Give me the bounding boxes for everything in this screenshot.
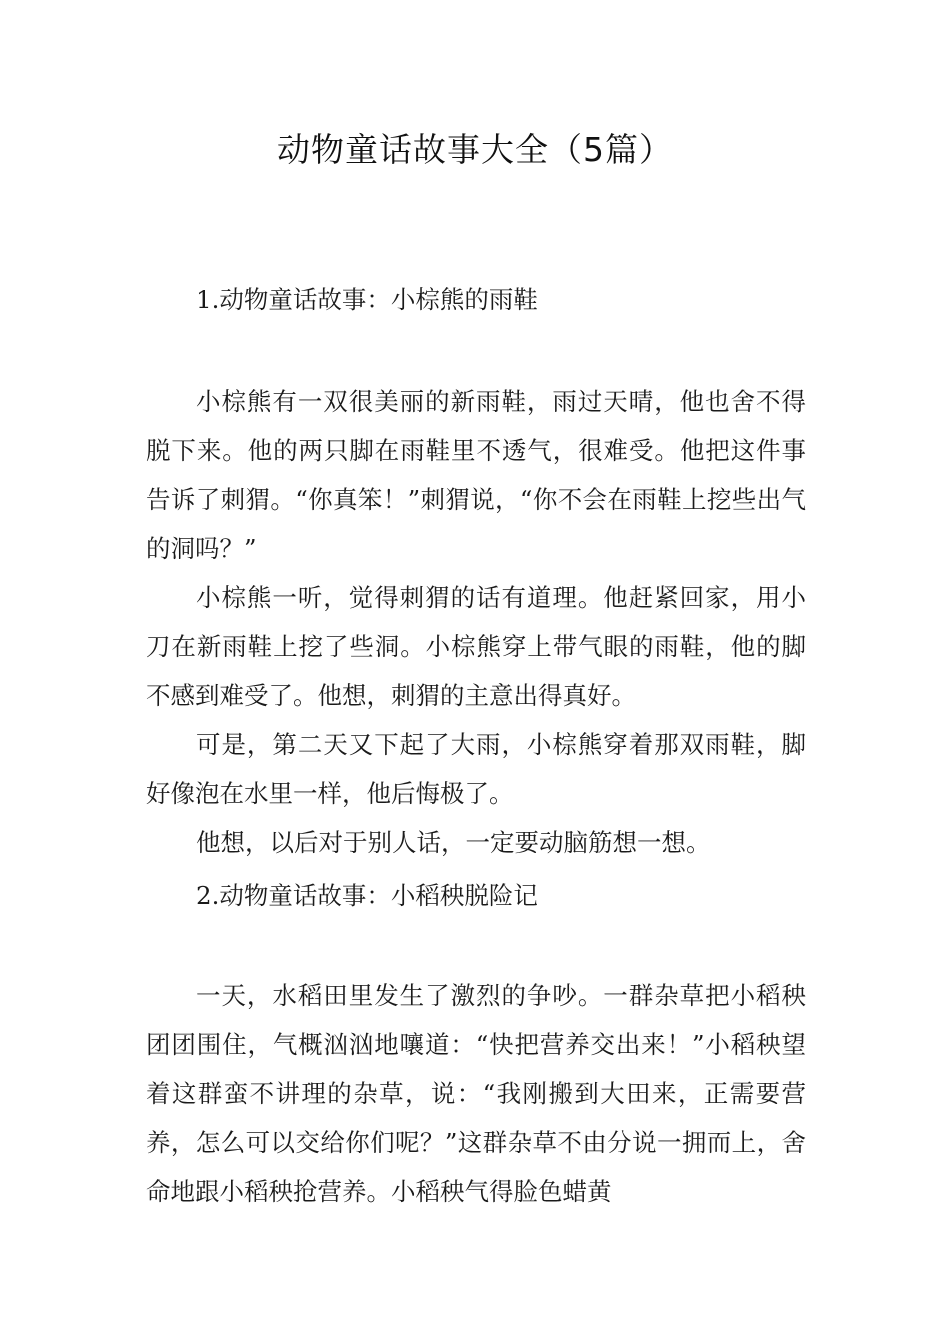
section-heading-2: 2.动物童话故事：小稻秧脱险记 [196,881,538,910]
paragraph: 小棕熊一听，觉得刺猬的话有道理。他赶紧回家，用小刀在新雨鞋上挖了些洞。小棕熊穿上带气眼的雨鞋，他的脚不感到难受了。他想，刺猬的主意出得真好。 [146,583,806,710]
paragraph: 可是，第二天又下起了大雨，小棕熊穿着那双雨鞋，脚好像泡在水里一样，他后悔极了。 [146,730,806,808]
section-heading-1: 1.动物童话故事：小棕熊的雨鞋 [196,285,538,314]
paragraph: 一天，水稻田里发生了激烈的争吵。一群杂草把小稻秧团团围住，气概汹汹地嚷道：“快把营养交出来！”小稻秧望着这群蛮不讲理的杂草，说：“我刚搬到大田来，正需要营养，怎么可以交给你们呢？”这群杂草不由分说一拥而上，舍命地跟小稻秧抢营养。小稻秧气得脸色蜡黄 [146,981,806,1206]
section-body-2 [146,971,806,1216]
section-body-1 [146,377,806,867]
paragraph: 小棕熊有一双很美丽的新雨鞋，雨过天晴，他也舍不得脱下来。他的两只脚在雨鞋里不透气，很难受。他把这件事告诉了刺猬。“你真笨！”刺猬说，“你不会在雨鞋上挖些出气的洞吗？” [146,387,806,563]
document-title: 动物童话故事大全（5篇） [277,130,673,169]
paragraph: 他想，以后对于别人话，一定要动脑筋想一想。 [196,828,711,857]
